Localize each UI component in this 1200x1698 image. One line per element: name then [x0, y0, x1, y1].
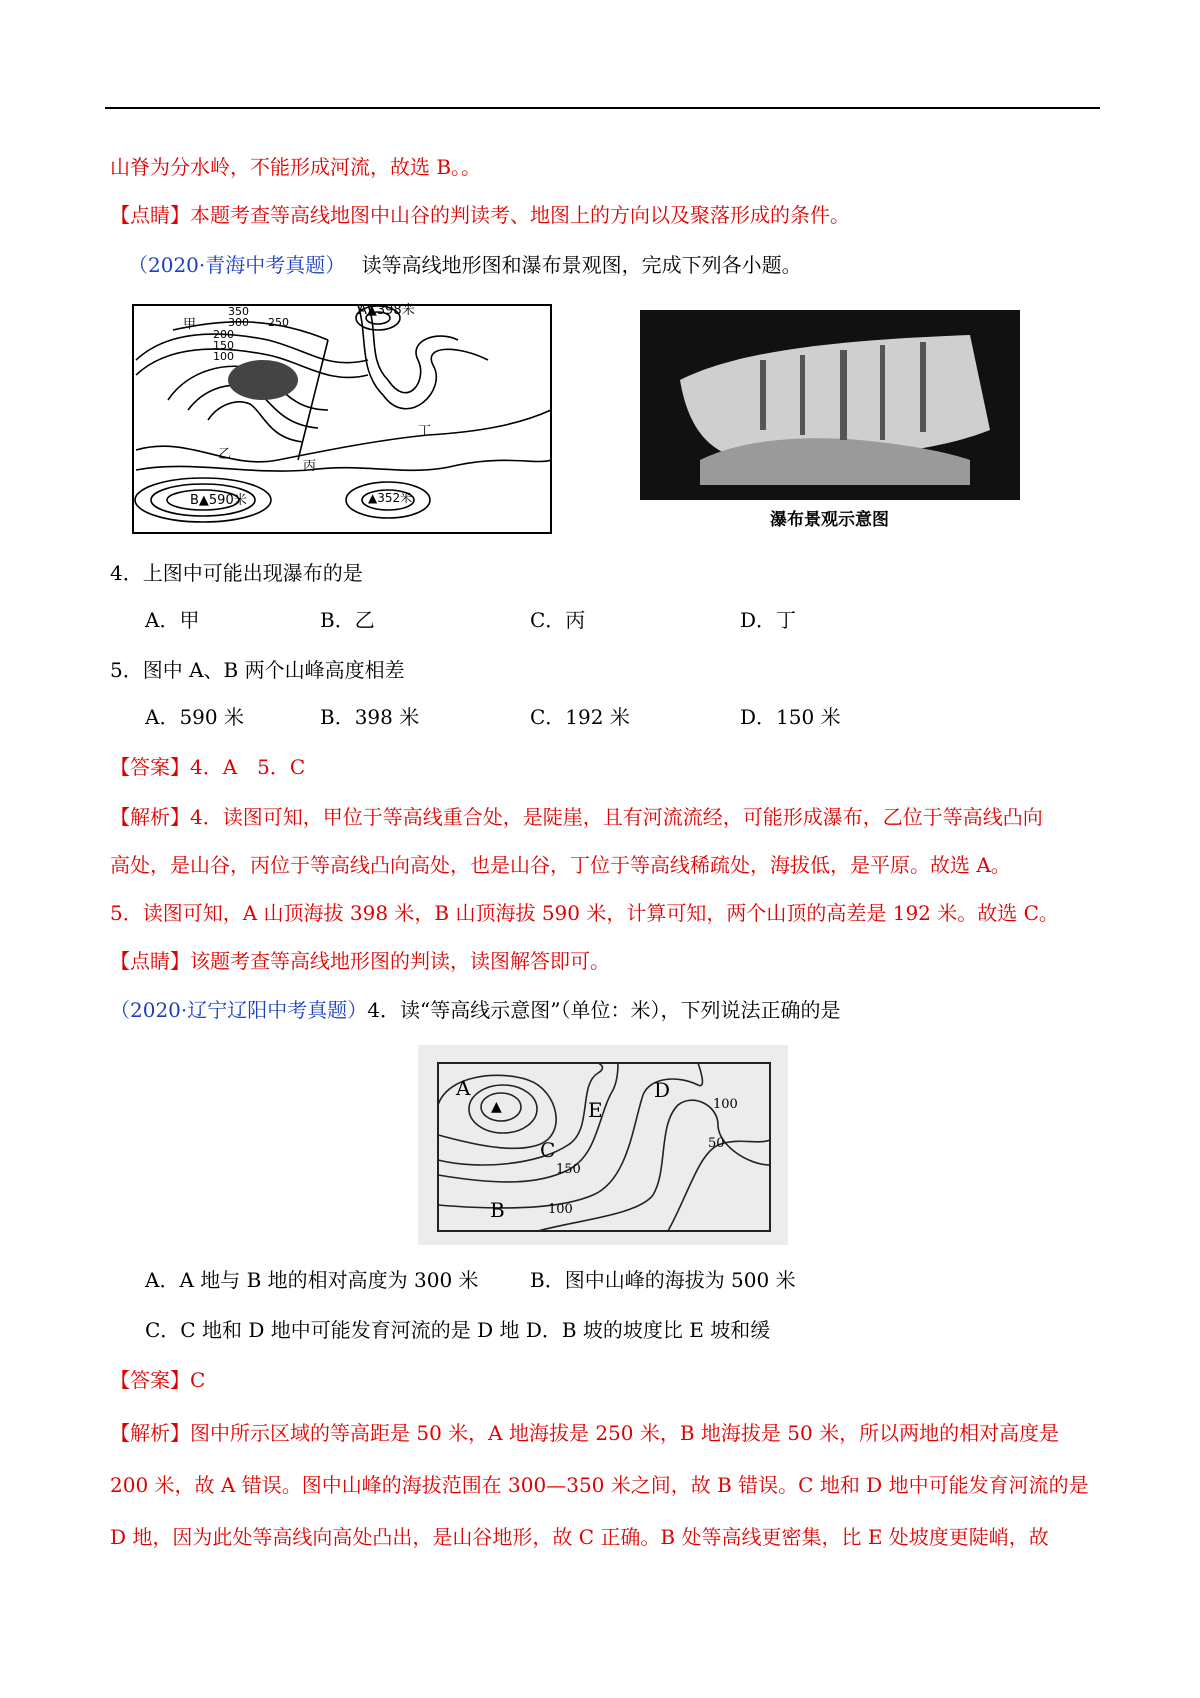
analysis-line-1: [110, 1418, 1059, 1448]
q5-stem: 5．图中 A、B 两个山峰高度相差: [110, 658, 405, 682]
contour-label: 50: [708, 1136, 725, 1151]
svg-text:▲: ▲: [491, 1099, 502, 1115]
analysis-line-2: 200 米，故 A 错误。图中山峰的海拔范围在 300—350 米之间，故 B 错误。C 地和 D 地中可能发育河流的是: [110, 1473, 1089, 1497]
place-bing: 丙: [303, 459, 317, 474]
contour-label: 150: [556, 1162, 581, 1177]
place-yi: 乙: [218, 447, 232, 462]
source-label: （2020·青海中考真题）: [128, 253, 346, 277]
place-jia: 甲: [183, 317, 197, 332]
answer-line: [110, 752, 305, 782]
q4-option-b: B．乙: [320, 608, 375, 632]
note-line: [110, 946, 610, 976]
q5-option-b: B．398 米: [320, 705, 420, 729]
contour-label: 350: [228, 305, 249, 318]
question-stem: 4．读“等高线示意图”（单位：米），下列说法正确的是: [367, 998, 841, 1022]
analysis-line-2: 高处，是山谷，丙位于等高线凸向高处，也是山谷，丁位于等高线稀疏处，海拔低，是平原。故选 A。: [110, 853, 1011, 877]
header-rule: [105, 107, 1100, 109]
q-set2-header: [110, 995, 840, 1025]
contour-label: 100: [713, 1097, 738, 1112]
contour-label: 300: [228, 316, 249, 329]
answer-tag: 【答案】: [110, 1368, 190, 1392]
label-e: E: [588, 1098, 603, 1122]
option-a: A．A 地与 B 地的相对高度为 300 米: [145, 1268, 479, 1292]
note-tag: 【点睛】: [110, 949, 190, 973]
analysis-line-3: D 地，因为此处等高线向高处凸出，是山谷地形，故 C 正确。B 处等高线更密集，比 E 处坡度更陡峭，故: [110, 1525, 1049, 1549]
q4-stem: 4．上图中可能出现瀑布的是: [110, 561, 363, 585]
analysis-tag: 【解析】: [110, 805, 190, 829]
q4-option-a: A．甲: [145, 608, 200, 632]
contour-map-qinghai: [128, 300, 558, 540]
note-tag: 【点睛】: [110, 203, 190, 227]
answer-text: 4．A 5．C: [190, 755, 306, 779]
analysis-text: 4．读图可知，甲位于等高线重合处，是陡崖，且有河流流经，可能形成瀑布，乙位于等高线凸向: [190, 805, 1043, 829]
contour-label: 250: [268, 316, 289, 329]
q5-option-a: A．590 米: [145, 705, 244, 729]
answer-tag: 【答案】: [110, 755, 190, 779]
contour-map-liaoyang: [418, 1045, 788, 1245]
analysis-line-1: [110, 802, 1043, 832]
note-text: 本题考查等高线地图中山谷的判读考、地图上的方向以及聚落形成的条件。: [190, 203, 850, 227]
intro-line: 山脊为分水岭，不能形成河流，故选 B。。: [110, 155, 482, 179]
contour-label: 100: [548, 1202, 573, 1217]
analysis-line-3: 5．读图可知，A 山顶海拔 398 米，B 山顶海拔 590 米，计算可知，两个山顶的高差是 192 米。故选 C。: [110, 901, 1059, 925]
option-cd: C．C 地和 D 地中可能发育河流的是 D 地 D．B 坡的坡度比 E 坡和缓: [145, 1318, 771, 1342]
label-c: C: [540, 1138, 556, 1162]
peak-b-label: B▲590米: [190, 493, 247, 508]
source-label: （2020·辽宁辽阳中考真题）: [110, 998, 368, 1022]
label-d: D: [654, 1078, 671, 1102]
answer-text: C: [190, 1368, 206, 1392]
peak-a-label: A▲398米: [358, 303, 415, 318]
photo-caption: 瀑布景观示意图: [770, 510, 889, 530]
contour-label: 200: [213, 328, 234, 341]
peak-label: ▲352米: [368, 491, 413, 505]
contour-label: 100: [213, 350, 234, 363]
analysis-tag: 【解析】: [110, 1421, 190, 1445]
q5-option-d: D．150 米: [740, 705, 841, 729]
analysis-text: 图中所示区域的等高距是 50 米，A 地海拔是 250 米，B 地海拔是 50 米，所以两地的相对高度是: [190, 1421, 1060, 1445]
q4-option-c: C．丙: [530, 608, 586, 632]
q-set1-header: [128, 250, 802, 280]
hatched-area: [228, 360, 298, 400]
waterfall-photo: [640, 310, 1020, 500]
note-text: 该题考查等高线地形图的判读，读图解答即可。: [190, 949, 610, 973]
answer-line: [110, 1365, 205, 1395]
option-b: B．图中山峰的海拔为 500 米: [530, 1268, 796, 1292]
label-a: A: [456, 1076, 471, 1100]
intro-note: [110, 200, 850, 230]
question-stem: 读等高线地形图和瀑布景观图，完成下列各小题。: [361, 253, 802, 277]
q5-option-c: C．192 米: [530, 705, 630, 729]
label-b: B: [490, 1198, 505, 1222]
contour-label: 150: [213, 339, 234, 352]
q4-option-d: D．丁: [740, 608, 797, 632]
place-ding: 丁: [418, 424, 432, 439]
